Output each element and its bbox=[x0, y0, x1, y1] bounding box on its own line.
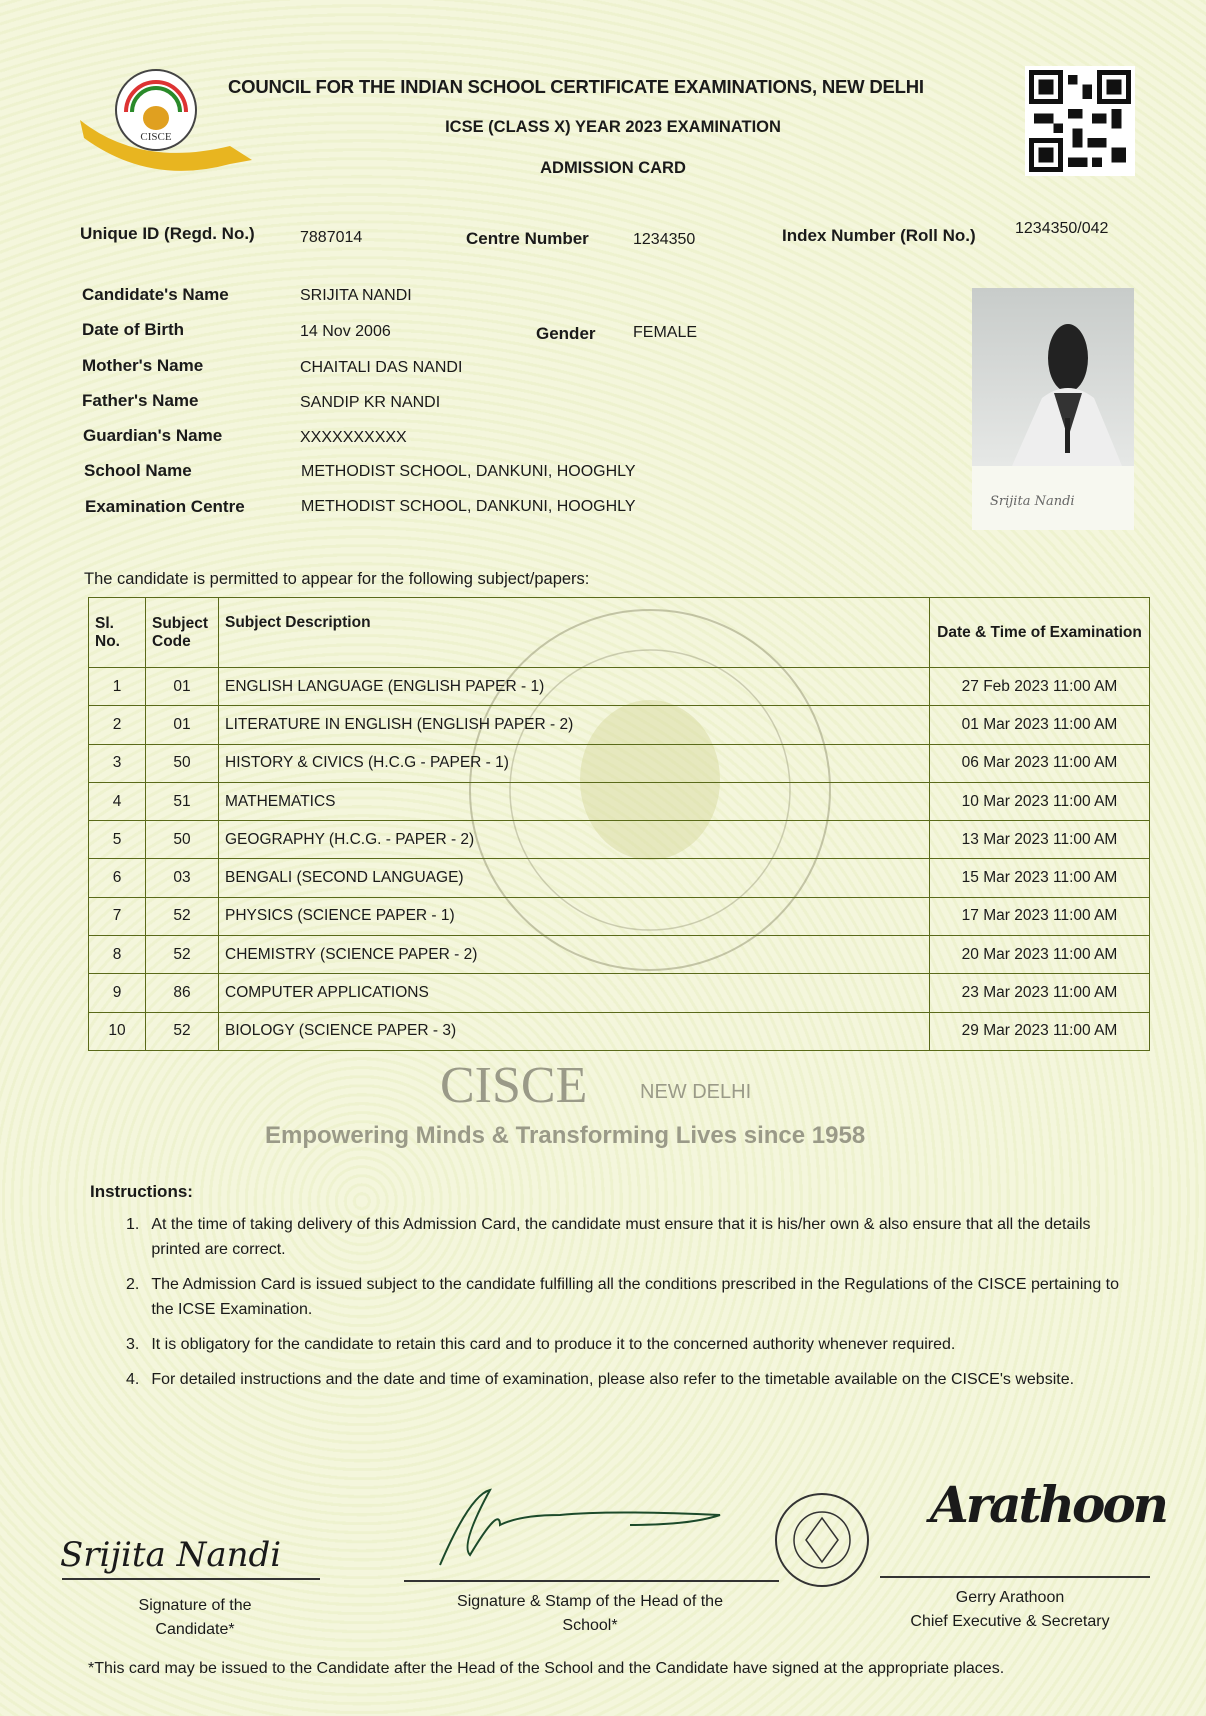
index-number-value: 1234350/042 bbox=[1015, 220, 1109, 237]
table-row bbox=[89, 706, 1150, 744]
subject-code-cell: 51 bbox=[146, 782, 219, 820]
permit-text: The candidate is permitted to appear for the following subject/papers: bbox=[84, 570, 590, 588]
council-title: COUNCIL FOR THE INDIAN SCHOOL CERTIFICATE EXAMINATIONS, NEW DELHI bbox=[228, 76, 924, 97]
subject-code-cell: 50 bbox=[146, 744, 219, 782]
uid-value: 7887014 bbox=[300, 229, 363, 246]
date-time-cell: 20 Mar 2023 11:00 AM bbox=[930, 936, 1150, 974]
subject-description-cell: CHEMISTRY (SCIENCE PAPER - 2) bbox=[219, 936, 930, 974]
date-time-cell: 27 Feb 2023 11:00 AM bbox=[930, 668, 1150, 706]
subject-description-cell: GEOGRAPHY (H.C.G. - PAPER - 2) bbox=[219, 821, 930, 859]
watermark-motto: Empowering Minds & Transforming Lives since 1958 bbox=[265, 1122, 866, 1149]
watermark-name: CISCE bbox=[440, 1057, 588, 1114]
candidate-name-value: SRIJITA NANDI bbox=[300, 287, 412, 304]
candidate-signature: Srijita Nandi bbox=[60, 1535, 282, 1575]
watermark-city: NEW DELHI bbox=[640, 1081, 752, 1103]
table-row bbox=[89, 782, 1150, 820]
sl-no-cell: 6 bbox=[89, 859, 146, 897]
exam-title: ICSE (CLASS X) YEAR 2023 EXAMINATION bbox=[445, 118, 781, 136]
date-time-cell: 13 Mar 2023 11:00 AM bbox=[930, 821, 1150, 859]
sl-no-cell: 5 bbox=[89, 821, 146, 859]
subject-code-cell: 01 bbox=[146, 706, 219, 744]
head-signature bbox=[430, 1485, 730, 1575]
guardian-name-value: XXXXXXXXXX bbox=[300, 429, 407, 446]
table-row bbox=[89, 859, 1150, 897]
chief-name: Gerry Arathoon bbox=[955, 1589, 1065, 1606]
date-time-cell: 10 Mar 2023 11:00 AM bbox=[930, 782, 1150, 820]
table-row bbox=[89, 1012, 1150, 1050]
subject-description-cell: PHYSICS (SCIENCE PAPER - 1) bbox=[219, 897, 930, 935]
table-row bbox=[89, 744, 1150, 782]
subject-description-cell: LITERATURE IN ENGLISH (ENGLISH PAPER - 2) bbox=[219, 706, 930, 744]
table-row bbox=[89, 821, 1150, 859]
instruction-number: 1. bbox=[126, 1216, 140, 1233]
sl-no-cell: 8 bbox=[89, 936, 146, 974]
index-number-label: Index Number (Roll No.) bbox=[782, 226, 976, 245]
instruction-text: The Admission Card is issued subject to the candidate fulfilling all the conditions prescribed in the Regulations of the CISCE pertaining to the ICSE Examination. bbox=[151, 1276, 1119, 1318]
mother-name-value: CHAITALI DAS NANDI bbox=[300, 359, 463, 376]
subject-code-cell: 01 bbox=[146, 668, 219, 706]
subject-description-cell: MATHEMATICS bbox=[219, 782, 930, 820]
instructions bbox=[90, 1182, 1119, 1388]
date-time-cell: 29 Mar 2023 11:00 AM bbox=[930, 1012, 1150, 1050]
dob-label: Date of Birth bbox=[82, 320, 184, 339]
svg-text:CISCE: CISCE bbox=[140, 131, 172, 143]
exam-centre-label: Examination Centre bbox=[85, 497, 245, 516]
table-header-row bbox=[89, 598, 1150, 668]
head-signature-line bbox=[404, 1580, 779, 1582]
gender-value: FEMALE bbox=[633, 324, 698, 341]
photo-signature bbox=[972, 466, 1134, 530]
table-row bbox=[89, 668, 1150, 706]
col-subject-code: Subject Code bbox=[146, 598, 219, 668]
qr-code bbox=[1025, 66, 1135, 176]
instruction-item bbox=[126, 1367, 1126, 1392]
sl-no-cell: 10 bbox=[89, 1012, 146, 1050]
sl-no-cell: 7 bbox=[89, 897, 146, 935]
date-time-cell: 17 Mar 2023 11:00 AM bbox=[930, 897, 1150, 935]
chief-signature-line bbox=[880, 1576, 1150, 1578]
sl-no-cell: 3 bbox=[89, 744, 146, 782]
instruction-text: At the time of taking delivery of this Admission Card, the candidate must ensure that it is his/her own & also ensure that all the details printed are correct. bbox=[151, 1216, 1091, 1258]
instruction-text: It is obligatory for the candidate to retain this card and to produce it to the concerned authority whenever required. bbox=[151, 1336, 956, 1353]
instruction-number: 3. bbox=[126, 1336, 140, 1353]
candidate-signature-caption: Signature of the Candidate* bbox=[138, 1597, 252, 1638]
instruction-text: For detailed instructions and the date and time of examination, please also refer to the timetable available on the CISCE's website. bbox=[151, 1371, 1075, 1388]
table-row bbox=[89, 936, 1150, 974]
subject-code-cell: 52 bbox=[146, 936, 219, 974]
col-date-time: Date & Time of Examination bbox=[930, 598, 1150, 668]
father-name-value: SANDIP KR NANDI bbox=[300, 394, 441, 411]
uid-label: Unique ID (Regd. No.) bbox=[80, 224, 255, 243]
subjects-table bbox=[88, 597, 1150, 1051]
centre-number-value: 1234350 bbox=[633, 231, 696, 248]
school-name-label: School Name bbox=[84, 461, 192, 480]
table-row bbox=[89, 974, 1150, 1012]
subject-description-cell: COMPUTER APPLICATIONS bbox=[219, 974, 930, 1012]
school-stamp bbox=[772, 1490, 872, 1590]
col-sl-no: Sl. No. bbox=[89, 598, 146, 668]
subject-code-cell: 52 bbox=[146, 1012, 219, 1050]
date-time-cell: 23 Mar 2023 11:00 AM bbox=[930, 974, 1150, 1012]
subject-description-cell: BIOLOGY (SCIENCE PAPER - 3) bbox=[219, 1012, 930, 1050]
centre-number-label: Centre Number bbox=[466, 229, 589, 248]
footer-note: *This card may be issued to the Candidate after the Head of the School and the Candidate have signed at the appropriate places. bbox=[88, 1660, 1005, 1677]
chief-title: Chief Executive & Secretary bbox=[910, 1613, 1110, 1630]
instruction-number: 2. bbox=[126, 1276, 140, 1293]
date-time-cell: 01 Mar 2023 11:00 AM bbox=[930, 706, 1150, 744]
chief-signature: Arathoon bbox=[930, 1475, 1167, 1534]
subject-description-cell: BENGALI (SECOND LANGUAGE) bbox=[219, 859, 930, 897]
candidate-photo bbox=[972, 288, 1134, 466]
instructions-title: Instructions: bbox=[90, 1182, 193, 1201]
head-signature-caption: Signature & Stamp of the Head of the School* bbox=[457, 1593, 723, 1634]
sl-no-cell: 9 bbox=[89, 974, 146, 1012]
father-name-label: Father's Name bbox=[82, 391, 199, 410]
gender-label: Gender bbox=[536, 324, 596, 343]
date-time-cell: 06 Mar 2023 11:00 AM bbox=[930, 744, 1150, 782]
guardian-name-label: Guardian's Name bbox=[83, 426, 223, 445]
table-row bbox=[89, 897, 1150, 935]
date-time-cell: 15 Mar 2023 11:00 AM bbox=[930, 859, 1150, 897]
subject-description-cell: ENGLISH LANGUAGE (ENGLISH PAPER - 1) bbox=[219, 668, 930, 706]
instruction-item bbox=[126, 1332, 1126, 1357]
card-title: ADMISSION CARD bbox=[540, 159, 686, 177]
mother-name-label: Mother's Name bbox=[82, 356, 204, 375]
instruction-item bbox=[126, 1272, 1126, 1322]
sl-no-cell: 2 bbox=[89, 706, 146, 744]
school-name-value: METHODIST SCHOOL, DANKUNI, HOOGHLY bbox=[301, 463, 636, 480]
sl-no-cell: 4 bbox=[89, 782, 146, 820]
subject-description-cell: HISTORY & CIVICS (H.C.G - PAPER - 1) bbox=[219, 744, 930, 782]
instruction-item bbox=[126, 1212, 1126, 1262]
exam-centre-value: METHODIST SCHOOL, DANKUNI, HOOGHLY bbox=[301, 498, 636, 515]
instruction-number: 4. bbox=[126, 1371, 140, 1388]
dob-value: 14 Nov 2006 bbox=[300, 323, 391, 340]
candidate-name-label: Candidate's Name bbox=[82, 285, 229, 304]
col-subject-description: Subject Description bbox=[219, 598, 930, 668]
candidate-signature-line bbox=[62, 1578, 320, 1580]
photo-signature-text: Srijita Nandi bbox=[990, 494, 1075, 509]
subject-code-cell: 52 bbox=[146, 897, 219, 935]
sl-no-cell: 1 bbox=[89, 668, 146, 706]
subject-code-cell: 86 bbox=[146, 974, 219, 1012]
subject-code-cell: 03 bbox=[146, 859, 219, 897]
subject-code-cell: 50 bbox=[146, 821, 219, 859]
